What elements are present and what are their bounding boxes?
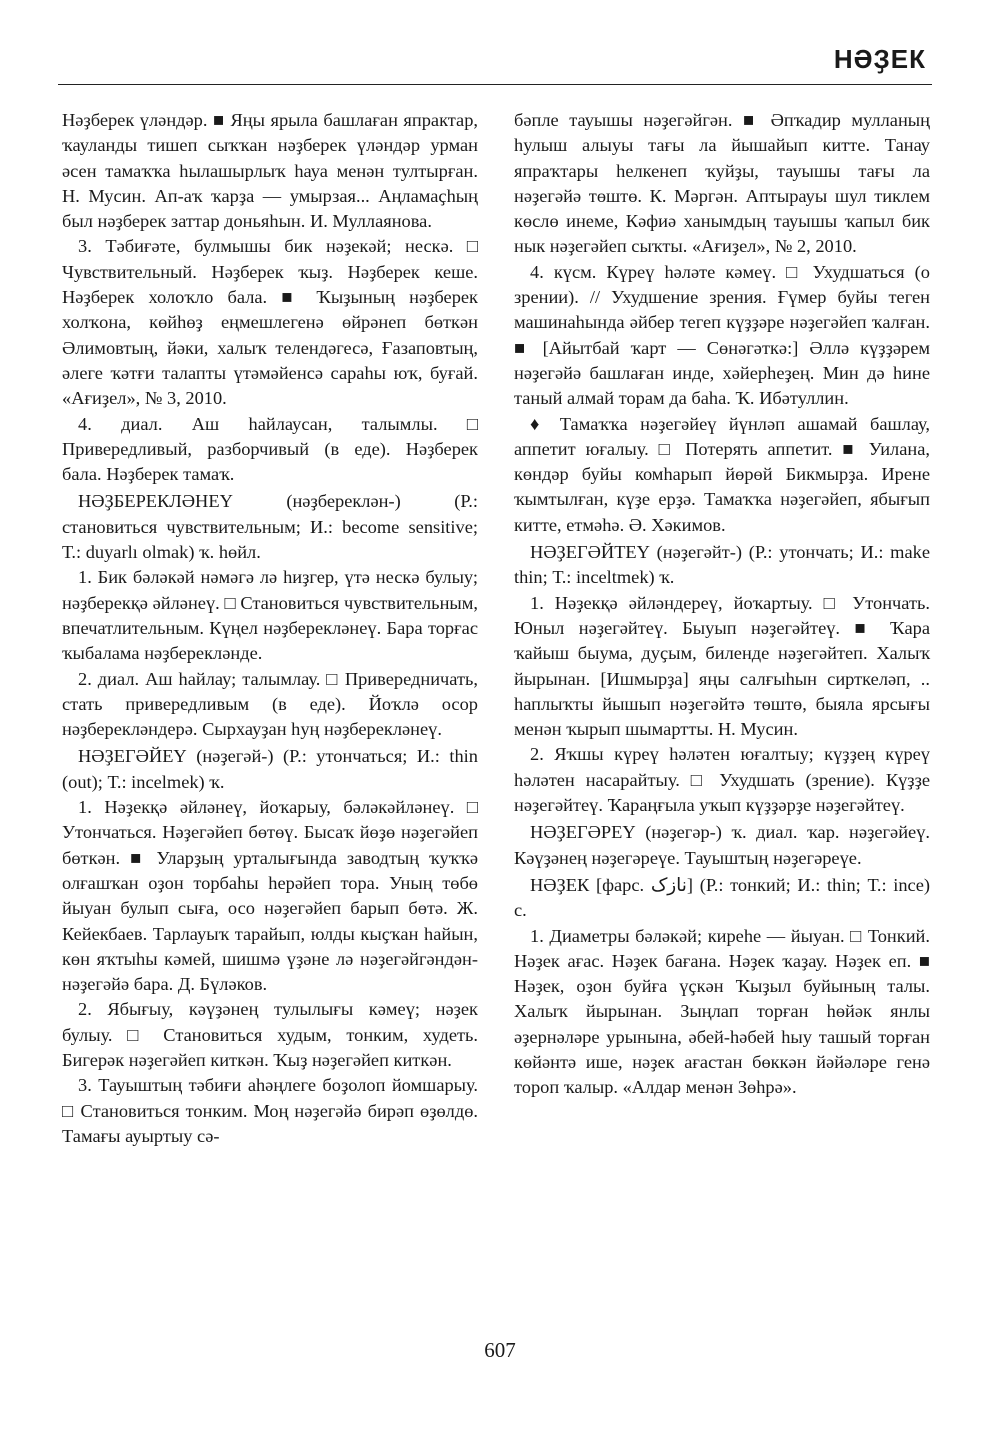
headword-entry: НӘҘЕК [фарс. نازک] (Р.: тонкий; И.: thin; Т.: ince) с. <box>514 874 930 921</box>
header-rule <box>58 84 932 85</box>
running-head: НӘҘЕК <box>833 44 926 74</box>
sense-paragraph: 1. Нәҙекқә әйләнеү, йоҡарыу, бәләкәйләнеү. □ Утончаться. Нәҙегәйеп бөтөү. Бысаҡ йөҙө нәҙегәйеп бөткән. ■ Уларҙың урталығында заводтың ҡуҡҡә олғашҡан оҙон торбаһы һерәйеп тора. Уның төбө йыуан булып сыға, осо нәҙегәйеп барып бөтә. Ж. Кейекбаев. Тарлауыҡ тарайып, юлды кыҫҡан һайын, көн яҡтыһы кәмей, шишмә үҙәне лә нәҙегәйгәндән-нәҙегәйә бара. Д. Бүләков. <box>62 797 478 995</box>
sense-paragraph: 1. Бик бәләкәй нәмәгә лә һиҙгер, үтә нескә булыу; нәҙберекқә әйләнеү. □ Становиться чувствительным, впечатлительным. Күңел нәҙбереклəнеү. Бара торғас ҡыбалама нәҙбереклəнде. <box>62 567 478 664</box>
sense-paragraph: 3. Тауыштың тәбиғи аһәңлеге боҙолоп йомшарыу. □ Становиться тонким. Моң нәҙегәйә бирәп өҙөлдө. Тамағы ауыртыу сә- <box>62 1075 478 1146</box>
headword-entry: НӘҘЕГӘЙТЕҮ (нәҙегәйт-) (Р.: утончать; И.: make thin; Т.: inceltmek) ҡ. <box>514 542 930 588</box>
sense-paragraph: 2. диал. Аш һайлау; талымлау. □ Привередничать, стать привередливым (в еде). Йоҡлә осор нәҙбереклəндерә. Сырхауҙан һуң нәҙбереклəнеү. <box>62 668 478 740</box>
sense-paragraph: 1. Нәҙекқә әйләндереү, йоҡартыу. □ Утончать. Юныл нәҙегәйтеү. Быуып нәҙегәйтеү. ■ Ҡара ҡайыш быума, дуҫым, биленде нәҙегәйтеп. Халыҡ йырынан. [Ишмырҙа] яңы салғыһын сирткеләп, .. һаплыҡты йышып нәҙегәйтә төштө, быяла ярсығы менән ҡырып шымартты. Н. Мусин. <box>514 592 930 740</box>
sense-paragraph: 2. Яҡшы күреү һәләтен юғалтыу; күҙҙең күреү һәләтен насарайтыу. □ Ухудшать (зрение). Күҙҙе нәҙегәйтеү. Ҡараңғыла уҡып күҙҙәрҙе нәҙегәйтеү. <box>514 744 930 816</box>
sense-paragraph: 4. күсм. Күреү һәләте кәмеү. □ Ухудшаться (о зрении). // Ухудшение зрения. Ғүмер буйы теген машинаһында әйбер тегеп күҙҙәре нәҙегәйеп ҡалған. ■ [Айытбай ҡарт — Сөнәгәткә:] Әллә күҙҙәрем нәҙегәйә башлаған инде, хәйерһеҙең. Мин дә һине таный алмай торам да баһа. Ҡ. Ибәтуллин. <box>514 261 930 409</box>
left-column <box>62 108 478 1149</box>
headword-entry: НӘҘЕГӘРЕҮ (нәҙегәр-) ҡ. диал. ҡар. нәҙегәйеү. Кәүҙәнең нәҙегәреүе. Тауыштың нәҙегәреүе. <box>514 822 930 868</box>
headword-entry: НӘҘБЕРЕКЛӘНЕҮ (нәҙбереклән-) (Р.: становиться чувствительным; И.: become sensitive; Т.: duyarlı olmak) ҡ. һөйл. <box>62 491 478 563</box>
sense-paragraph: 2. Ябығыу, кәүҙәнең тулылығы кәмеү; нәҙек булыу. □ Становиться худым, тонким, худеть. Бигерәк нәҙегәйеп киткән. Ҡыҙ нәҙегәйеп киткән. <box>62 999 478 1070</box>
entry-paragraph: бәпле тауышы нәҙегәйгән. ■ Әпҡадир мулланың һулыш алыуы тағы ла йышайып китте. Танау япраҡтары һелкенеп ҡуйҙы, тауышы тағы ла нәҙегәйә төштө. К. Мәргән. Аптырауы шул тиклем көслө инеме, Кәфиә ханымдың тауышы ҡапыл бик нык нәҙегәйеп сыҡты. «Ағиҙел», № 2, 2010. <box>514 110 930 257</box>
right-column <box>514 108 930 1101</box>
headword-entry: НӘҘЕГӘЙЕҮ (нәҙегәй-) (Р.: утончаться; И.: thin (out); Т.: incelmek) ҡ. <box>62 746 478 792</box>
sense-paragraph: 3. Тәбиғәте, булмышы бик нәҙекәй; нескә. □ Чувствительный. Нәҙберек ҡыҙ. Нәҙберек кеше. Нәҙберек холоҡло бала. ■ Ҡыҙының нәҙберек холҡона, көйһөҙ еңмешлегенә өйрәнеп бөткән Әлимовтың, йәки, халыҡ телендәгесә, Ғазаповтың, әлеге ҡәтғи талапты үтәмәйенсә сараһы юҡ, буғай. «Ағиҙел», № 3, 2010. <box>62 236 478 409</box>
sense-paragraph: 1. Диаметры бәләкәй; киреһе — йыуан. □ Тонкий. Нәҙек ағас. Нәҙек бағана. Нәҙек ҡаҙау. Нәҙек еп. ■ Нәҙек, оҙон буйға үҫкән Ҡыҙыл буйының талы. Халыҡ йырынан. Зыңлап торған һөйәк янлы әҙернәләре урынына, әбей-һәбей һыу ташый торған көйәнтә ише, нәҙек ағастан бөккән йәйәләре генә тороп ҡалыр. «Алдар менән Зөһрә». <box>514 925 930 1098</box>
sense-paragraph: 4. диал. Аш һайлаусан, талымлы. □ Привередливый, разборчивый (в еде). Нәҙберек бала. Нәҙберек тамаҡ. <box>62 413 478 485</box>
page-number: 607 <box>484 1338 516 1362</box>
phrase-paragraph: ♦ Тамаҡҡа нәҙегәйеү йүнләп ашамай башлау, аппетит юғалыу. □ Потерять аппетит. ■ Уилана, көндәр буйы комһарып йөрөй Бикмырҙа. Ирене ҡымтылған, күҙе ерҙә. Тамаҡҡа нәҙегәйеп, ябығып китте, етмәһә. Ә. Хәкимов. <box>514 413 930 535</box>
entry-paragraph: Нәҙберек үләндәр. ■ Яңы ярыла башлаған япрактар, ҡауланды тишеп сыҡҡан нәҙберек үләндәр урман әсен тамаҡҡа һылашырлыҡ һауа менән тултырған. Н. Мусин. Ап-аҡ ҡарҙа — умырзая... Аңламаҫһың был нәҙберек заттар доньяһын. И. Муллаянова. <box>62 110 478 232</box>
